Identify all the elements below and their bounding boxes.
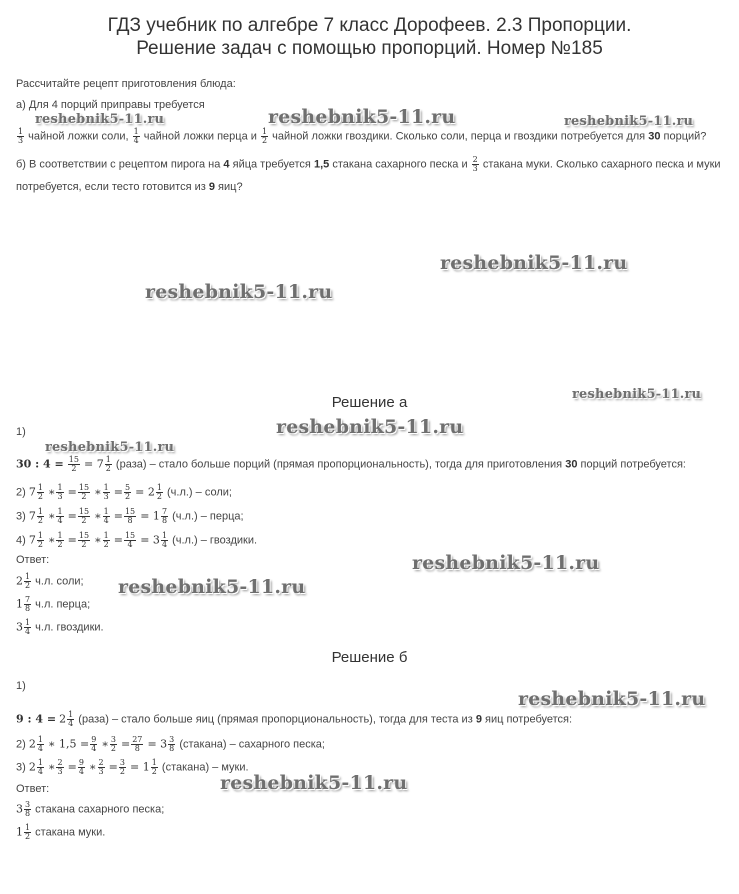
fraction: $\frac{1}{4}$ [68,710,74,728]
page-title-line1: ГДЗ учебник по алгебре 7 класс Дорофеев. 2.3 Пропорции. [107,15,632,36]
fraction: $\frac{1}{2}$ [151,758,157,776]
fraction: $\frac{1}{4}$ [103,507,109,525]
math: ∗ [94,485,102,499]
sol-b-step1-label: 1) [16,680,26,692]
fraction: $\frac{7}{8}$ [161,507,168,525]
watermark: reshebnik5-11.ru [572,387,702,402]
fraction: $\frac{3}{2}$ [119,758,125,776]
task-intro: Рассчитайте рецепт приготовления блюда: [16,78,236,90]
task-a-line2 [16,128,706,145]
fraction: $\frac{2}{3}$ [98,758,104,776]
math: ∗ [101,737,109,751]
fraction: $\frac{1}{4}$ [37,758,43,776]
step-label: 3) [16,510,26,523]
sol-a-ans3-text: ч.л. гвоздики. [35,621,104,634]
sol-a-step1-number: 30 [565,458,578,471]
task-b-text4: стакана муки. Сколько сахарного песка и муки [482,158,721,171]
fraction: $\frac{1}{2}$ [37,483,43,501]
fraction: $\frac{1}{2}$ [156,483,162,501]
sol-a-step1-label: 1) [16,426,26,438]
math: = [67,760,77,774]
task-b-number2: 1,5 [313,158,330,171]
task-b-line2 [16,180,243,194]
sol-a-step1 [16,456,686,473]
math: = [120,737,131,751]
watermark: reshebnik5-11.ru [35,112,165,127]
math: = [113,509,123,523]
sol-a-step3 [16,508,244,525]
sol-a-step1-text: (раза) – стало больше порций (прямая пропорциональность), тогда для приготовления [115,458,563,471]
solution-a-heading: Решение а [331,394,408,411]
sol-a-step2 [16,484,232,501]
sol-b-step2 [16,736,325,753]
task-a-text2: чайной ложки перца и [143,130,257,143]
sol-a-expr: 30 : 4 = [16,457,64,471]
step-label: 2) [16,486,26,499]
sol-b-answer1 [16,801,164,818]
task-a-number: 30 [648,130,661,143]
task-b-line1 [16,156,721,173]
sol-a-step2-text: (ч.л.) – соли; [167,486,232,499]
math: 2 [28,737,36,751]
math: 3 [16,802,23,816]
fraction: $\frac{15}{8}$ [124,507,136,525]
math: = [67,509,77,523]
fraction: $\frac{1}{4}$ [37,735,43,753]
math: 7 [28,485,36,499]
math: = [113,485,123,499]
sol-a-step4 [16,532,257,549]
fraction: $\frac{2}{3}$ [472,155,478,173]
math: ∗ [48,485,56,499]
fraction: $\frac{1}{2}$ [261,127,268,145]
math: ∗ [48,760,56,774]
fraction: $\frac{7}{8}$ [25,595,31,613]
watermark: reshebnik5-11.ru [45,440,175,455]
fraction: $\frac{3}{8}$ [25,800,31,818]
fraction: $\frac{1}{2}$ [25,823,31,841]
fraction: $\frac{1}{2}$ [37,531,43,549]
fraction: $\frac{3}{2}$ [110,735,116,753]
watermark: reshebnik5-11.ru [518,688,706,710]
task-a-text3: чайной ложки гвоздики. Сколько соли, перца и гвоздики потребуется для [272,130,646,143]
task-b-text5: потребуется, если тесто готовится из [16,181,206,193]
step-label: 3) [16,761,26,774]
math: = 1 [140,509,160,523]
math: 7 [28,533,36,547]
task-a-text4: порций? [663,130,707,143]
sol-a-step3-text: (ч.л.) – перца; [172,510,244,523]
fraction: $\frac{1}{2}$ [37,507,43,525]
fraction: $\frac{1}{4}$ [25,618,31,636]
math: = [67,485,77,499]
watermark: reshebnik5-11.ru [118,576,306,598]
fraction: $\frac{1}{2}$ [105,455,111,473]
sol-a-step1-text2: порций потребуется: [580,458,686,471]
step-label: 2) [16,738,26,751]
math: 1 [16,825,23,839]
fraction: $\frac{1}{2}$ [57,531,63,549]
step-label: 4) [16,534,26,547]
math: = [67,533,77,547]
page-title-line2: Решение задач с помощью пропорций. Номер №185 [136,38,603,59]
fraction: $\frac{1}{3}$ [103,483,109,501]
fraction: $\frac{1}{3}$ [57,483,63,501]
fraction: $\frac{1}{4}$ [161,531,168,549]
math: ∗ [94,533,102,547]
watermark: reshebnik5-11.ru [276,416,464,438]
sol-b-step3-text: (стакана) – муки. [161,761,249,774]
task-b-number1: 4 [223,158,230,171]
sol-a-answer3 [16,619,104,636]
math: 2 [28,760,36,774]
fraction: $\frac{5}{2}$ [124,483,131,501]
math: = 3 [140,533,160,547]
watermark: reshebnik5-11.ru [220,772,408,794]
fraction: $\frac{3}{8}$ [169,735,175,753]
task-a-text1: чайной ложки соли, [28,130,129,143]
math: 7 [28,509,36,523]
fraction: $\frac{15}{2}$ [68,455,79,473]
fraction: $\frac{1}{4}$ [57,507,63,525]
sol-a-answer-label: Ответ: [16,554,50,566]
sol-a-step4-text: (ч.л.) – гвоздики. [172,534,258,547]
math: = 1 [130,760,150,774]
fraction: $\frac{2}{3}$ [57,758,63,776]
fraction: $\frac{15}{2}$ [78,507,90,525]
math: ∗ [48,533,56,547]
math: 2 [16,574,23,588]
sol-b-step1-text: (раза) – стало больше яиц (прямая пропорциональность), тогда для теста из [78,713,473,726]
fraction: $\frac{9}{4}$ [91,735,97,753]
fraction: $\frac{15}{4}$ [124,531,136,549]
watermark: reshebnik5-11.ru [268,106,456,128]
sol-a-answer1 [16,573,84,590]
math: 3 [16,620,23,634]
sol-a-ans1-text: ч.л. соли; [35,575,84,588]
sol-b-step1-number: 9 [475,713,482,726]
fraction: $\frac{9}{4}$ [78,758,84,776]
sol-b-answer2 [16,824,105,841]
task-a-line1: а) Для 4 порций приправы требуется [16,99,205,111]
fraction: $\frac{15}{2}$ [78,483,90,501]
fraction: $\frac{1}{4}$ [133,127,139,145]
sol-b-step1-text2: яиц потребуется: [485,713,573,726]
watermark: reshebnik5-11.ru [440,252,628,274]
math: = [113,533,123,547]
sol-b-step1 [16,711,572,728]
math: ∗ 1,5 = [48,737,90,751]
task-b-text1: б) В соответствии с рецептом пирога на [16,158,221,171]
sol-b-answer-label: Ответ: [16,783,50,795]
math: = [108,760,118,774]
watermark: reshebnik5-11.ru [412,552,600,574]
watermark: reshebnik5-11.ru [145,281,333,303]
math: = 7 [84,457,104,471]
task-b-number3: 9 [208,181,215,193]
task-b-text2: яйца требуется [232,158,311,171]
math: ∗ [48,509,56,523]
sol-b-step3 [16,759,249,776]
sol-b-ans1-text: стакана сахарного песка; [35,803,165,816]
watermark: reshebnik5-11.ru [564,114,694,129]
sol-b-expr: 9 : 4 = [16,712,57,726]
sol-b-step2-text: (стакана) – сахарного песка; [179,738,325,751]
fraction: $\frac{1}{2}$ [103,531,109,549]
task-b-text3: стакана сахарного песка и [332,158,468,171]
math: ∗ [89,760,97,774]
math: ∗ [94,509,102,523]
math: 2 [59,712,67,726]
fraction: $\frac{15}{2}$ [78,531,90,549]
math: = 2 [135,485,155,499]
math: = 3 [147,737,168,751]
sol-a-ans2-text: ч.л. перца; [35,598,91,611]
sol-b-ans2-text: стакана муки. [35,826,106,839]
fraction: $\frac{1}{3}$ [18,127,24,145]
fraction: $\frac{1}{2}$ [25,572,31,590]
math: 1 [16,597,23,611]
sol-a-answer2 [16,596,90,613]
solution-b-heading: Решение б [331,649,408,666]
task-b-text6: яиц? [218,181,243,193]
fraction: $\frac{27}{8}$ [132,735,143,753]
